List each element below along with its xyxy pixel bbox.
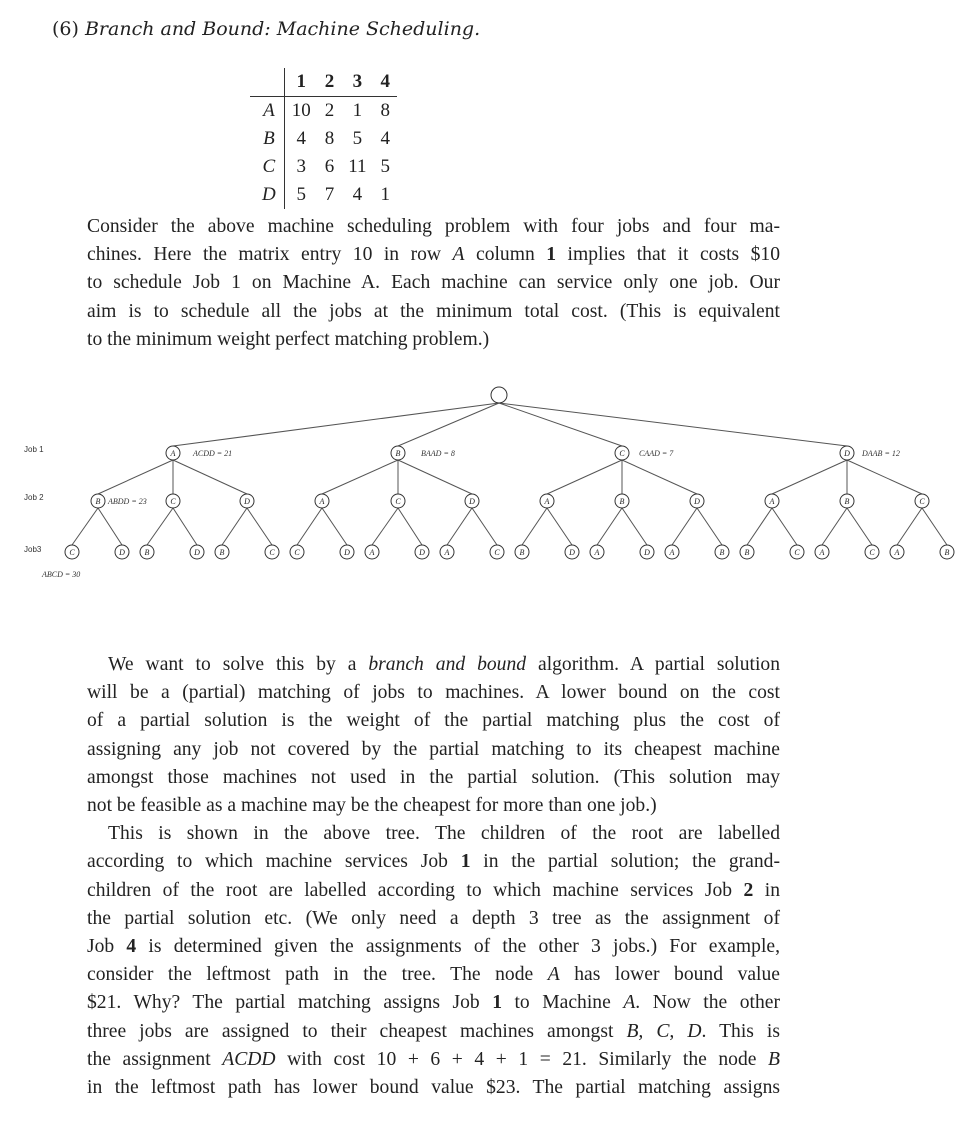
node-label: C	[619, 448, 625, 458]
text-line: not be feasible as a machine may be the cheapest for more than one job.)	[87, 795, 657, 817]
node-label: D	[569, 547, 575, 557]
tree-edge	[447, 508, 472, 545]
cost-matrix-corner	[250, 68, 284, 97]
table-cell: 11	[348, 156, 367, 177]
tree-edge	[772, 508, 797, 545]
table-cell: 4	[296, 128, 306, 149]
text-line: consider the leftmost path in the tree. The node A has lower bound value	[87, 964, 780, 986]
node-label: A	[769, 496, 775, 506]
node-label: D	[644, 547, 650, 557]
node-label: B	[144, 547, 150, 557]
tree-edge	[372, 508, 398, 545]
table-cell: 8	[380, 100, 391, 121]
column-header: 3	[341, 68, 373, 97]
text-line: according to which machine services Job 1 in the partial solution; the grand-	[87, 851, 780, 873]
level-label-job1: Job 1	[24, 445, 44, 454]
node-label: B	[944, 547, 950, 557]
table-cell: 2	[324, 100, 335, 121]
table-row	[250, 125, 397, 153]
tree-edge	[622, 508, 647, 545]
text-line: amongst those machines not used in the partial solution. (This solution may	[87, 766, 780, 788]
bound-label: DAAB = 12	[862, 449, 900, 458]
node-label: A	[669, 547, 675, 557]
node-label: A	[894, 547, 900, 557]
tree-edge	[772, 460, 847, 494]
node-label: D	[694, 496, 700, 506]
tree-edge	[322, 460, 398, 494]
tree-edge	[472, 508, 497, 545]
tree-edge	[398, 460, 472, 494]
node-label: D	[244, 496, 250, 506]
text-line: assigning any job not covered by the partial matching to its cheapest machine	[87, 738, 780, 760]
table-row	[250, 181, 397, 209]
node-label: C	[919, 496, 925, 506]
text-line: to the minimum weight perfect matching problem.)	[87, 328, 490, 350]
node-label: A	[544, 496, 550, 506]
tree-edge	[747, 508, 772, 545]
node-label: C	[794, 547, 800, 557]
row-header: A	[250, 97, 284, 126]
table-cell: 4	[380, 128, 391, 149]
text-line: This is shown in the above tree. The children of the root are labelled	[108, 823, 780, 845]
text-line: to schedule Job 1 on Machine A. Each machine can service only one job. Our	[87, 272, 780, 294]
node-label: B	[395, 448, 401, 458]
tree-edge	[222, 508, 247, 545]
text-line: Consider the above machine scheduling problem with four jobs and four ma-	[87, 216, 780, 237]
tree-edge	[173, 403, 499, 446]
body-paragraphs	[87, 651, 780, 1102]
node-label: B	[519, 547, 525, 557]
table-cell: 5	[296, 184, 306, 205]
node-label: D	[844, 448, 850, 458]
text-line: the assignment ACDD with cost 10 + 6 + 4 + 1 = 21. Similarly the node B	[87, 1048, 780, 1070]
tree-edge	[697, 508, 722, 545]
tree-edge	[597, 508, 622, 545]
bound-label: CAAD = 7	[639, 449, 674, 458]
text-line: in the leftmost path has lower bound value $23. The partial matching assigns	[87, 1077, 780, 1099]
branch-and-bound-tree	[0, 380, 964, 595]
problem-title: Branch and Bound: Machine Scheduling.	[84, 18, 481, 40]
tree-edge	[847, 460, 922, 494]
tree-edge	[847, 508, 872, 545]
node-label: D	[469, 496, 475, 506]
text-line: aim is to schedule all the jobs at the minimum total cost. (This is equivalent	[87, 300, 780, 322]
tree-edge	[499, 403, 847, 446]
node-label: B	[219, 547, 225, 557]
node-label: B	[719, 547, 725, 557]
tree-edge	[522, 508, 547, 545]
problem-number: (6)	[52, 18, 79, 40]
tree-edge	[398, 508, 422, 545]
node-label: A	[319, 496, 325, 506]
cost-matrix-header-row	[250, 68, 397, 97]
bound-label: ABDD = 23	[108, 497, 147, 506]
node-label: A	[819, 547, 825, 557]
table-cell: 5	[352, 128, 363, 149]
table-cell: 1	[352, 100, 363, 121]
table-row	[250, 153, 397, 181]
node-label: B	[95, 496, 101, 506]
node-label: B	[844, 496, 850, 506]
problem-heading	[52, 18, 480, 40]
text-line: children of the root are labelled according to which machine services Job 2 in	[87, 879, 781, 901]
text-line: will be a (partial) matching of jobs to machines. A lower bound on the cost	[87, 682, 780, 704]
table-cell: 4	[352, 184, 363, 205]
text-line: Job 4 is determined given the assignments of the other 3 jobs.) For example,	[87, 936, 780, 958]
tree-edge	[547, 508, 572, 545]
table-cell: 1	[380, 184, 391, 205]
node-label: C	[170, 496, 176, 506]
table-cell: 10	[291, 100, 311, 121]
cost-matrix-table	[250, 68, 397, 209]
node-label: B	[744, 547, 750, 557]
node-label: C	[294, 547, 300, 557]
level-label-job3: Job3	[24, 545, 42, 554]
table-row	[250, 97, 397, 126]
text-line: the partial solution etc. (We only need a depth 3 tree as the assignment of	[87, 907, 780, 929]
node-label: A	[369, 547, 375, 557]
text-line: We want to solve this by a branch and bound algorithm. A partial solution	[108, 654, 781, 675]
row-header: D	[250, 181, 284, 209]
bound-label: BAAD = 8	[421, 449, 455, 458]
bound-label: ACDD = 21	[193, 449, 233, 458]
tree-edge	[622, 460, 697, 494]
table-cell: 7	[324, 184, 335, 205]
tree-edge	[173, 508, 197, 545]
node-label: D	[194, 547, 200, 557]
node-label: D	[119, 547, 125, 557]
node-label: A	[170, 448, 176, 458]
tree-edge	[672, 508, 697, 545]
tree-edge	[72, 508, 98, 545]
text-line: of a partial solution is the weight of the partial matching plus the cost of	[87, 710, 780, 732]
node-label: D	[344, 547, 350, 557]
node-label: B	[619, 496, 625, 506]
table-cell: 6	[324, 156, 335, 177]
row-header: C	[250, 153, 284, 181]
table-cell: 3	[296, 156, 306, 177]
tree-edge	[147, 508, 173, 545]
text-line: three jobs are assigned to their cheapest machines amongst B, C, D. This is	[87, 1020, 781, 1042]
level-label-job2: Job 2	[24, 493, 44, 502]
column-header: 2	[318, 68, 342, 97]
tree-edge	[247, 508, 272, 545]
node-label: C	[869, 547, 875, 557]
node-label: C	[395, 496, 401, 506]
intro-paragraph	[87, 213, 780, 354]
tree-edge	[98, 508, 122, 545]
tree-edge	[98, 460, 173, 494]
column-header: 4	[374, 68, 398, 97]
tree-edge	[822, 508, 847, 545]
node-label: D	[419, 547, 425, 557]
node-label: A	[444, 547, 450, 557]
tree-edge	[499, 403, 622, 446]
tree-edge	[297, 508, 322, 545]
root-node	[491, 387, 507, 403]
text-line: chines. Here the matrix entry 10 in row A column 1 implies that it costs $10	[87, 244, 781, 266]
bound-label: ABCD = 30	[42, 570, 81, 579]
node-label: C	[494, 547, 500, 557]
tree-edge	[897, 508, 922, 545]
tree-edge	[173, 460, 247, 494]
column-header: 1	[284, 68, 318, 97]
table-cell: 8	[324, 128, 335, 149]
tree-edge	[922, 508, 947, 545]
table-cell: 5	[380, 156, 391, 177]
tree-edge	[547, 460, 622, 494]
row-header: B	[250, 125, 284, 153]
node-label: C	[269, 547, 275, 557]
node-label: C	[69, 547, 75, 557]
node-label: A	[594, 547, 600, 557]
tree-edge	[322, 508, 347, 545]
text-line: $21. Why? The partial matching assigns Job 1 to Machine A. Now the other	[87, 992, 780, 1014]
